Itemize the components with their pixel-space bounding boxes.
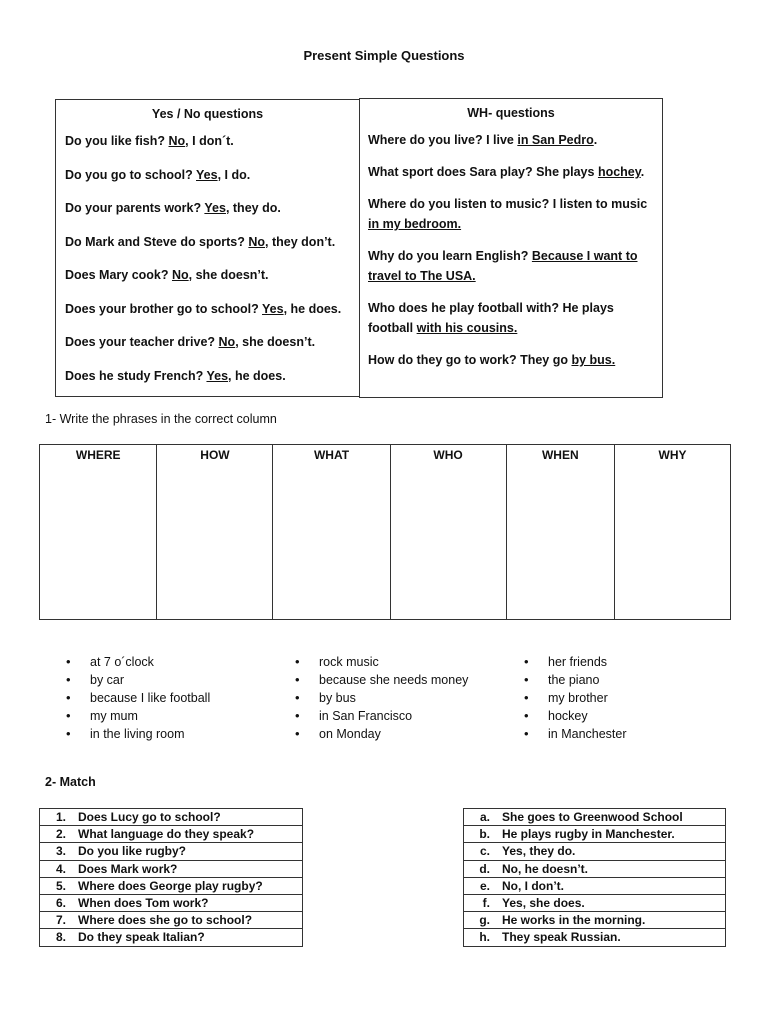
sorting-table	[39, 444, 731, 620]
list-item: • by bus	[295, 689, 468, 707]
list-item: • hockey	[524, 707, 627, 725]
list-item: • her friends	[524, 653, 627, 671]
column-header-what: WHAT	[273, 445, 390, 620]
table-row: a. She goes to Greenwood School	[464, 809, 726, 826]
column-header-why: WHY	[615, 445, 731, 620]
wh-line: What sport does Sara play? She plays hochey.	[368, 165, 645, 179]
table-row: e. No, I don’t.	[464, 877, 726, 894]
wh-line: Why do you learn English? Because I want to travel to The USA.	[368, 249, 638, 283]
list-item: • because I like football	[66, 689, 210, 707]
list-item: • in the living room	[66, 725, 210, 743]
wh-line: Where do you live? I live in San Pedro.	[368, 133, 598, 147]
wh-line: Where do you listen to music? I listen to music in my bedroom.	[368, 197, 648, 231]
column-header-where: WHERE	[40, 445, 157, 620]
yes-no-line: Does Mary cook? No, she doesn’t.	[65, 268, 269, 282]
yes-no-line: Does your teacher drive? No, she doesn’t.	[65, 335, 316, 349]
list-item: • my brother	[524, 689, 627, 707]
yes-no-line: Do Mark and Steve do sports? No, they don’t.	[65, 234, 336, 249]
yes-no-line: Do you go to school? Yes, I do.	[65, 167, 251, 182]
table-row: 8. Do they speak Italian?	[40, 929, 303, 946]
wh-header: WH- questions	[467, 106, 555, 120]
match-questions-table	[39, 808, 303, 947]
yes-no-questions-box	[55, 99, 360, 397]
list-item: • on Monday	[295, 725, 468, 743]
table-row: 6. When does Tom work?	[40, 894, 303, 911]
exercise-1-instruction: 1- Write the phrases in the correct column	[45, 412, 277, 426]
yes-no-header: Yes / No questions	[151, 107, 264, 121]
list-item: • in Manchester	[524, 725, 627, 743]
table-row: c. Yes, they do.	[464, 843, 726, 860]
wh-line: Who does he play football with? He plays football with his cousins.	[368, 301, 614, 335]
yes-no-lines	[56, 131, 359, 386]
table-row: h. They speak Russian.	[464, 929, 726, 946]
exercise-2-instruction: 2- Match	[45, 775, 96, 789]
yes-no-line: Does your brother go to school? Yes, he does.	[65, 301, 342, 316]
yes-no-line: Does he study French? Yes, he does.	[65, 368, 286, 383]
wh-questions-box	[359, 98, 663, 398]
list-item: • in San Francisco	[295, 707, 468, 725]
column-header-when: WHEN	[506, 445, 615, 620]
table-row: 4. Does Mark work?	[40, 860, 303, 877]
table-row: d. No, he doesn’t.	[464, 860, 726, 877]
table-row: 5. Where does George play rugby?	[40, 877, 303, 894]
list-item: • rock music	[295, 653, 468, 671]
page-title: Present Simple Questions	[303, 48, 465, 63]
table-row: 1. Does Lucy go to school?	[40, 809, 303, 826]
yes-no-line: Do you like fish? No, I don´t.	[65, 134, 234, 148]
match-answers-table	[463, 808, 726, 947]
phrase-list-1	[66, 653, 210, 743]
list-item: • at 7 o´clock	[66, 653, 210, 671]
list-item: • by car	[66, 671, 210, 689]
table-row: b. He plays rugby in Manchester.	[464, 826, 726, 843]
table-row: f. Yes, she does.	[464, 894, 726, 911]
table-row: 2. What language do they speak?	[40, 826, 303, 843]
table-row: 3. Do you like rugby?	[40, 843, 303, 860]
wh-line: How do they go to work? They go by bus.	[368, 353, 616, 367]
phrase-list-2	[295, 653, 468, 743]
list-item: • my mum	[66, 707, 210, 725]
table-row: 7. Where does she go to school?	[40, 912, 303, 929]
table-row: g. He works in the morning.	[464, 912, 726, 929]
list-item: • the piano	[524, 671, 627, 689]
phrase-list-3	[524, 653, 627, 743]
column-header-who: WHO	[390, 445, 506, 620]
list-item: • because she needs money	[295, 671, 468, 689]
yes-no-line: Do your parents work? Yes, they do.	[65, 201, 281, 215]
column-header-how: HOW	[157, 445, 273, 620]
